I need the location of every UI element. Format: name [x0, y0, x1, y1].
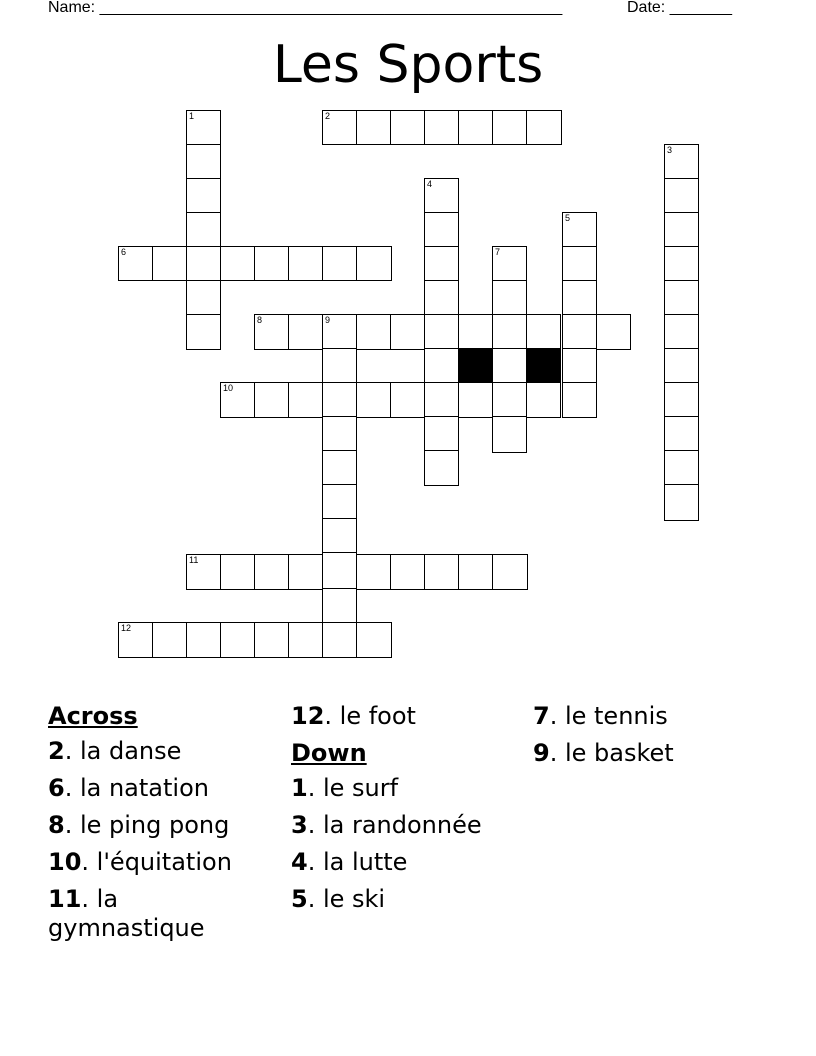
crossword-cell[interactable]: [186, 554, 221, 590]
crossword-cell[interactable]: [562, 280, 597, 315]
crossword-cell[interactable]: [220, 246, 255, 281]
crossword-cell[interactable]: [254, 554, 289, 590]
clues-column-3: [533, 702, 783, 776]
crossword-cell[interactable]: [288, 554, 323, 590]
clue-number: 10: [223, 383, 234, 393]
crossword-cell[interactable]: [492, 382, 527, 417]
crossword-cell[interactable]: [424, 110, 459, 145]
crossword-cell[interactable]: [492, 280, 527, 315]
clue-item: 6. la natation: [48, 774, 209, 802]
clue-item: 1. le surf: [291, 774, 399, 802]
black-square: [458, 348, 493, 383]
crossword-cell[interactable]: [664, 416, 699, 451]
crossword-cell[interactable]: [322, 416, 357, 451]
crossword-cell[interactable]: [424, 280, 459, 315]
crossword-cell[interactable]: [118, 246, 153, 281]
crossword-cell[interactable]: [562, 212, 597, 247]
clue-number: 1: [189, 111, 195, 121]
crossword-cell[interactable]: [492, 246, 527, 281]
across-heading: Across: [48, 702, 138, 730]
clue-number: 4: [427, 179, 433, 189]
crossword-cell[interactable]: [322, 552, 357, 589]
crossword-cell[interactable]: [424, 382, 459, 417]
crossword-cell[interactable]: [492, 416, 527, 453]
crossword-cell[interactable]: [492, 348, 527, 383]
crossword-cell[interactable]: [526, 314, 561, 349]
crossword-cell[interactable]: [356, 554, 391, 590]
crossword-cell[interactable]: [664, 314, 699, 349]
crossword-cell[interactable]: [322, 588, 357, 623]
crossword-cell[interactable]: [254, 246, 289, 281]
crossword-cell[interactable]: [458, 382, 493, 418]
crossword-cell[interactable]: [562, 382, 597, 418]
clues-column-1: [48, 702, 278, 951]
crossword-cell[interactable]: [186, 144, 221, 179]
crossword-cell[interactable]: [186, 212, 221, 247]
crossword-cell[interactable]: [186, 178, 221, 213]
crossword-cell[interactable]: [220, 554, 255, 590]
date-field-label: Date: _______: [627, 0, 732, 16]
crossword-cell[interactable]: [186, 246, 221, 281]
crossword-cell[interactable]: [356, 314, 391, 350]
clue-number: 8: [257, 315, 263, 325]
clue-item: 7. le tennis: [533, 702, 668, 730]
crossword-cell[interactable]: [356, 382, 391, 418]
clue-item: 5. le ski: [291, 885, 386, 913]
crossword-cell[interactable]: [458, 110, 493, 145]
crossword-cell[interactable]: [186, 622, 221, 658]
crossword-cell[interactable]: [254, 622, 289, 658]
crossword-cell[interactable]: [664, 484, 699, 521]
crossword-cell[interactable]: [664, 348, 699, 383]
crossword-cell[interactable]: [458, 554, 493, 590]
clue-item: 8. le ping pong: [48, 811, 230, 839]
clue-number: 11: [189, 555, 199, 565]
clue-item: 3. la randonnée: [291, 811, 482, 839]
crossword-cell[interactable]: [288, 246, 323, 281]
crossword-cell[interactable]: [390, 314, 425, 350]
crossword-cell[interactable]: [562, 314, 597, 349]
clue-number: 6: [121, 247, 127, 257]
clue-number: 2: [325, 111, 331, 121]
clue-number: 3: [667, 145, 673, 155]
crossword-cell[interactable]: [322, 314, 357, 349]
crossword-cell[interactable]: [322, 622, 357, 658]
clue-item: 11. la gymnastique: [48, 885, 205, 942]
crossword-cell[interactable]: [424, 314, 459, 349]
crossword-cell[interactable]: [220, 622, 255, 658]
crossword-cell[interactable]: [390, 110, 425, 145]
crossword-cell[interactable]: [424, 178, 459, 213]
crossword-cell[interactable]: [322, 348, 357, 383]
crossword-cell[interactable]: [186, 314, 221, 350]
crossword-cell[interactable]: [526, 382, 561, 418]
crossword-cell[interactable]: [322, 246, 357, 281]
clue-item: 4. la lutte: [291, 848, 408, 876]
crossword-cell[interactable]: [152, 246, 187, 281]
crossword-cell[interactable]: [356, 110, 391, 145]
crossword-cell[interactable]: [424, 416, 459, 451]
crossword-cell[interactable]: [390, 382, 425, 418]
crossword-cell[interactable]: [288, 314, 323, 350]
crossword-cell[interactable]: [424, 348, 459, 383]
clue-item: 9. le basket: [533, 739, 674, 767]
crossword-cell[interactable]: [322, 484, 357, 519]
crossword-cell[interactable]: [186, 110, 221, 145]
down-heading: Down: [291, 739, 367, 767]
crossword-cell[interactable]: [118, 622, 153, 658]
crossword-cell[interactable]: [322, 110, 357, 145]
crossword-cell[interactable]: [322, 450, 357, 485]
page-title: Les Sports: [272, 35, 544, 95]
name-field-label: Name: ____________________________________________________: [48, 0, 563, 16]
crossword-cell[interactable]: [322, 518, 357, 553]
black-square: [526, 348, 561, 383]
clue-item: 12. le foot: [291, 702, 416, 730]
crossword-cell[interactable]: [596, 314, 631, 350]
clue-number: 5: [565, 213, 571, 223]
crossword-cell[interactable]: [664, 212, 699, 247]
crossword-cell[interactable]: [424, 554, 459, 590]
clue-number: 7: [495, 247, 501, 257]
clue-item: 10. l'équitation: [48, 848, 232, 876]
crossword-cell[interactable]: [664, 382, 699, 417]
crossword-cell[interactable]: [664, 144, 699, 179]
crossword-cell[interactable]: [492, 554, 528, 590]
crossword-cell[interactable]: [424, 450, 459, 486]
crossword-cell[interactable]: [186, 280, 221, 315]
crossword-cell[interactable]: [526, 110, 562, 145]
crossword-cell[interactable]: [288, 622, 323, 658]
crossword-cell[interactable]: [664, 280, 699, 315]
crossword-cell[interactable]: [390, 554, 425, 590]
crossword-cell[interactable]: [254, 314, 289, 350]
crossword-cell[interactable]: [254, 382, 289, 418]
crossword-cell[interactable]: [492, 314, 527, 349]
crossword-cell[interactable]: [424, 212, 459, 247]
clues-column-2: [291, 702, 491, 922]
crossword-cell[interactable]: [356, 246, 392, 281]
crossword-cell[interactable]: [356, 622, 392, 658]
crossword-cell[interactable]: [424, 246, 459, 281]
clue-item: 2. la danse: [48, 737, 182, 765]
crossword-cell[interactable]: [664, 246, 699, 281]
crossword-cell[interactable]: [458, 314, 493, 349]
crossword-cell[interactable]: [562, 348, 597, 383]
crossword-cell[interactable]: [562, 246, 597, 281]
clue-number: 9: [325, 315, 331, 325]
crossword-cell[interactable]: [492, 110, 527, 145]
crossword-cell[interactable]: [664, 178, 699, 213]
crossword-cell[interactable]: [664, 450, 699, 485]
crossword-cell[interactable]: [152, 622, 187, 658]
crossword-cell[interactable]: [322, 382, 357, 417]
crossword-cell[interactable]: [220, 382, 255, 418]
clue-number: 12: [121, 623, 132, 633]
crossword-cell[interactable]: [288, 382, 323, 418]
